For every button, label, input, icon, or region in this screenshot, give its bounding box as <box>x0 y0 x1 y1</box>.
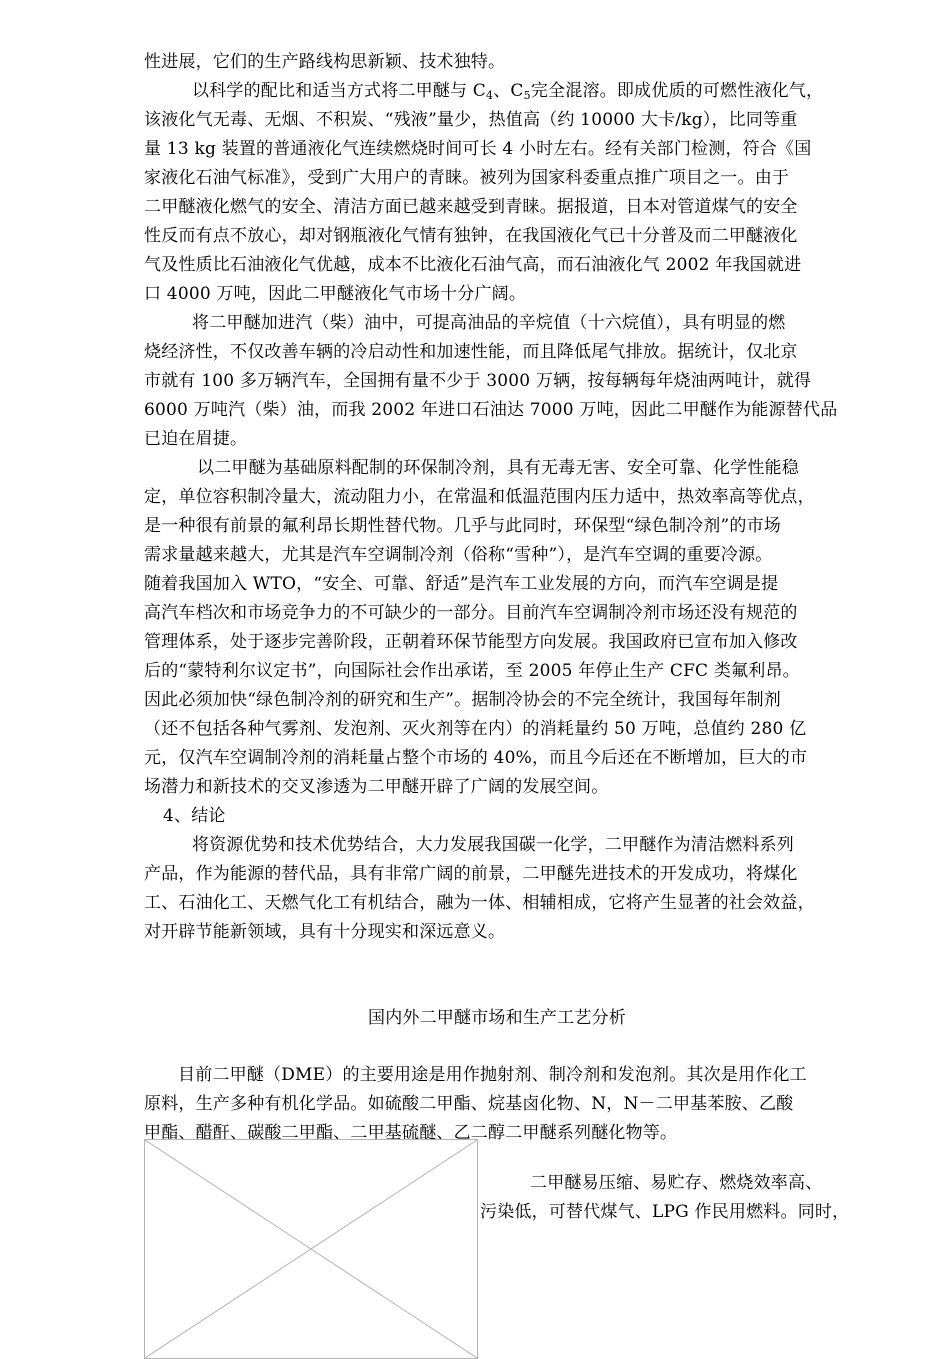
text-line: 将二甲醚加进汽（柴）油中，可提高油品的辛烷值（十六烷值），具有明显的燃 <box>192 313 786 333</box>
text-line: 该液化气无毒、无烟、不积炭、“残液”量少，热值高（约 10000 大卡/kg），比同等重 <box>144 110 798 130</box>
text-line: 市就有 100 多万辆汽车，全国拥有量不少于 3000 万辆，按每辆每年烧油两吨计，就得 <box>144 371 812 391</box>
text-line: 管理体系，处于逐步完善阶段，正朝着环保节能型方向发展。我国政府已宣布加入修改 <box>144 632 798 652</box>
text-line: 气及性质比石油液化气优越，成本不比液化石油气高，而石油液化气 2002 年我国就进 <box>144 255 802 275</box>
text-line: 随着我国加入 WTO，“安全、可靠、舒适”是汽车工业发展的方向，而汽车空调是提 <box>144 574 779 594</box>
text-line: 原料，生产多种有机化学品。如硫酸二甲酯、烷基卤化物、N，N－二甲基苯胺、乙酸 <box>144 1094 794 1114</box>
text-line: 因此必须加快“绿色制冷剂的研究和生产”。据制冷协会的不完全统计，我国每年制剂 <box>144 690 781 710</box>
text-line: 产品，作为能源的替代品，具有非常广阔的前景，二甲醚先进技术的开发成功，将煤化 <box>144 864 798 884</box>
text-line: 性进展，它们的生产路线构思新颖、技术独特。 <box>144 52 506 72</box>
text-line: 烧经济性，不仅改善车辆的冷启动性和加速性能，而且降低尾气排放。据统计，仅北京 <box>144 342 798 362</box>
text-line: 量 13 kg 装置的普通液化气连续燃烧时间可长 4 小时左右。经有关部门检测，符合《国 <box>144 139 812 159</box>
text-line: 是一种很有前景的氟利昂长期性替代物。几乎与此同时，环保型“绿色制冷剂”的市场 <box>144 516 781 536</box>
article-title: 国内外二甲醚市场和生产工艺分析 <box>368 1008 626 1028</box>
text-line: 二甲醚易压缩、易贮存、燃烧效率高、 <box>530 1173 823 1193</box>
text-line: 口 4000 万吨，因此二甲醚液化气市场十分广阔。 <box>144 284 527 304</box>
text-line: 场潜力和新技术的交叉渗透为二甲醚开辟了广阔的发展空间。 <box>144 777 609 797</box>
image-placeholder <box>144 1139 478 1359</box>
text-line: 已迫在眉捷。 <box>144 429 248 449</box>
text-line: 性反而有点不放心，却对钢瓶液化气情有独钟，在我国液化气已十分普及而二甲醚液化 <box>144 226 798 246</box>
text-line: 高汽车档次和市场竞争力的不可缺少的一部分。目前汽车空调制冷剂市场还没有规范的 <box>144 603 798 623</box>
text-line: 定，单位容积制冷量大，流动阻力小，在常温和低温范围内压力适中，热效率高等优点， <box>144 487 815 507</box>
text-line: 家液化石油气标准》，受到广大用户的青睐。被列为国家科委重点推广项目之一。由于 <box>144 168 790 188</box>
text-line: 6000 万吨汽（柴）油，而我 2002 年进口石油达 7000 万吨，因此二甲醚作为能源替代品 <box>144 400 838 420</box>
text-line: 将资源优势和技术优势结合，大力发展我国碳一化学，二甲醚作为清洁燃料系列 <box>192 835 794 855</box>
text-line: 元，仅汽车空调制冷剂的消耗量占整个市场的 40%，而且今后还在不断增加，巨大的市 <box>144 748 808 768</box>
section-heading: 4、结论 <box>163 806 226 826</box>
text-line: 污染低，可替代煤气、LPG 作民用燃料。同时， <box>480 1202 850 1222</box>
text-line: 甲酯、醋酐、碳酸二甲酯、二甲基硫醚、乙二醇二甲醚系列醚化物等。 <box>144 1123 678 1143</box>
text-line: （还不包括各种气雾剂、发泡剂、灭火剂等在内）的消耗量约 50 万吨，总值约 280 亿 <box>144 719 807 739</box>
text-line: 以科学的配比和适当方式将二甲醚与 $C_4$、$C_5$完全混溶。即成优质的可燃性液化气， <box>192 81 824 102</box>
text-line: 对开辟节能新领域，具有十分现实和深远意义。 <box>144 922 506 942</box>
text-line: 以二甲醚为基础原料配制的环保制冷剂，具有无毒无害、安全可靠、化学性能稳 <box>197 458 799 478</box>
text-line: 目前二甲醚（DME）的主要用途是用作抛射剂、制冷剂和发泡剂。其次是用作化工 <box>178 1065 807 1085</box>
text-line: 工、石油化工、天燃气化工有机结合，融为一体、相辅相成，它将产生显著的社会效益， <box>144 893 815 913</box>
missing-image-icon <box>145 1140 477 1358</box>
text-line: 需求量越来越大，尤其是汽车空调制冷剂（俗称“雪种”），是汽车空调的重要冷源。 <box>144 545 773 565</box>
text-line: 二甲醚液化燃气的安全、清洁方面已越来越受到青睐。据报道，日本对管道煤气的安全 <box>144 197 798 217</box>
text-line: 后的“蒙特利尔议定书”，向国际社会作出承诺，至 2005 年停止生产 CFC 类氟利昂。 <box>144 661 800 681</box>
